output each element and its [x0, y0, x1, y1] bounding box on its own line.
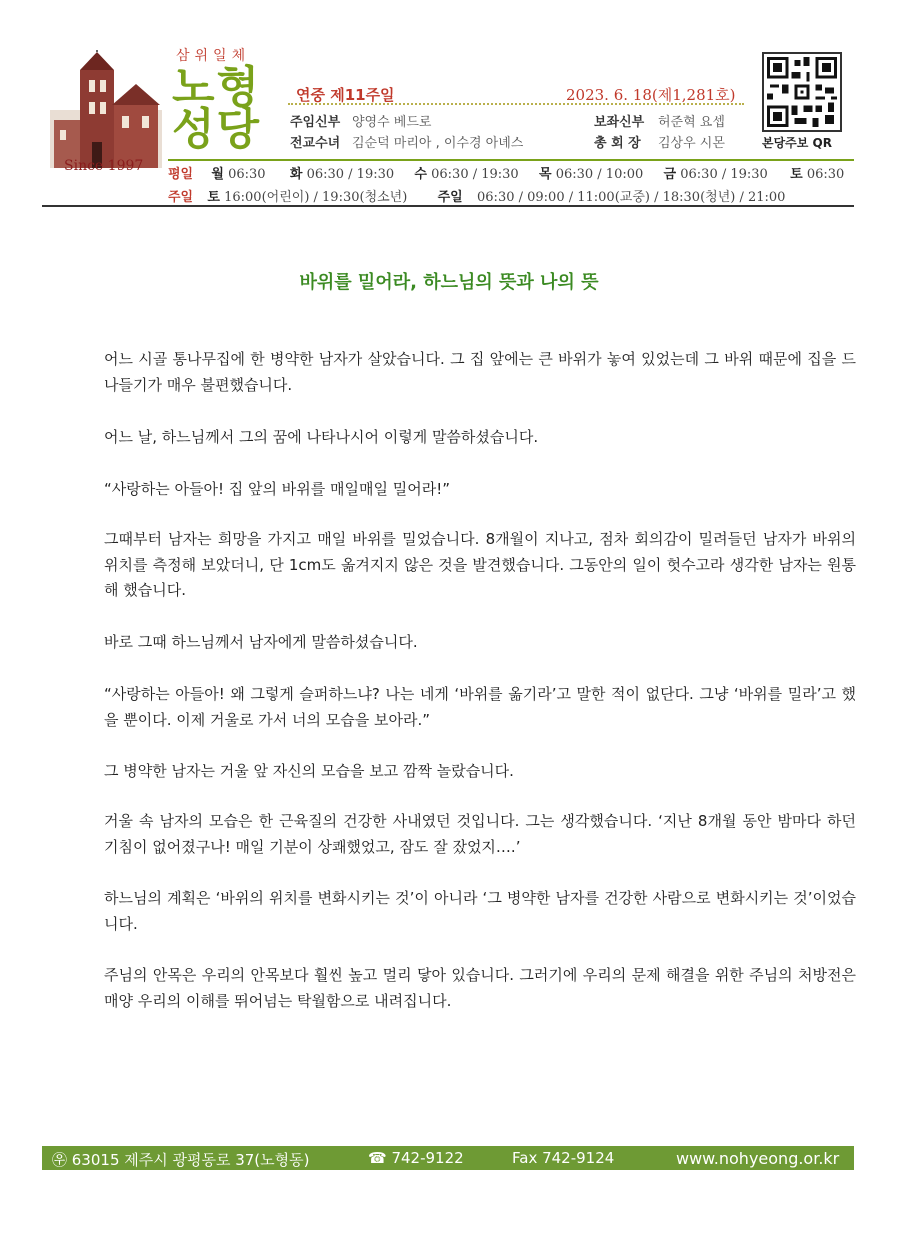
parish-name-line2: 성당	[172, 104, 262, 155]
pastor-value: 양영수 베드로	[352, 115, 432, 130]
sisters-label: 전교수녀	[290, 136, 341, 151]
footer-phone: ☎ 742-9122	[368, 1149, 464, 1167]
footer-fax: Fax 742-9124	[512, 1149, 615, 1167]
assistant-label: 보좌신부	[594, 115, 645, 130]
article-paragraph: 어느 날, 하느님께서 그의 꿈에 나타나시어 이렇게 말씀하셨습니다.	[104, 428, 539, 446]
pastor-label: 주임신부	[290, 115, 341, 130]
dotted-divider	[288, 103, 744, 105]
article-paragraph: 그 병약한 남자는 거울 앞 자신의 모습을 보고 깜짝 놀랐습니다.	[104, 762, 514, 780]
footer-website-link[interactable]: www.nohyeong.or.kr	[676, 1149, 840, 1168]
parish-name-line1: 노형	[172, 62, 262, 113]
sisters-value: 김순덕 마리아 , 이수경 아녜스	[352, 136, 524, 151]
schedule-divider	[168, 159, 854, 161]
footer-bar	[42, 1146, 854, 1170]
qr-code[interactable]	[762, 52, 842, 132]
weekday-label: 평일	[168, 167, 194, 182]
footer-address: ㉾ 63015 제주시 광평동로 37(노형동)	[52, 1151, 310, 1169]
header-bottom-rule	[42, 205, 854, 207]
article-paragraph: 그때부터 남자는 희망을 가지고 매일 바위를 밀었습니다. 8개월이 지나고, 점차 회의감이 밀려들던 남자가 바위의 위치를 측정해 보았더니, 단 1cm도 옮겨지지 않은 것을 발견했습니다. 그동안의 일이 헛수고라 생각한 남자는 원통해 했습니다.	[104, 530, 856, 599]
president-value: 김상우 시몬	[658, 136, 725, 151]
article-paragraph: “사랑하는 아들아! 왜 그렇게 슬퍼하느냐? 나는 네게 ‘바위를 옮기라’고 말한 적이 없단다. 그냥 ‘바위를 밀라’고 했을 뿐이다. 이제 거울로 가서 너의 모습을 보아라.”	[104, 685, 856, 729]
president-label: 총 회 장	[594, 136, 641, 151]
motto: 삼위일체	[176, 48, 251, 64]
since-year: Since 1997	[64, 158, 144, 174]
assistant-value: 허준혁 요셉	[658, 115, 725, 130]
article-paragraph: 거울 속 남자의 모습은 한 근육질의 건강한 사내였던 것입니다. 그는 생각했습니다. ‘지난 8개월 동안 밤마다 하던 기침이 없어졌구나! 매일 기분이 상쾌했었고, 잠도 잘 잤었지….’	[104, 812, 856, 856]
issue-date: 2023. 6. 18(제1,281호)	[566, 86, 736, 104]
sunday-label: 주일	[168, 190, 194, 205]
article-paragraph: 주님의 안목은 우리의 안목보다 훨씬 높고 멀리 닿아 있습니다. 그러기에 우리의 문제 해결을 위한 주님의 처방전은 매양 우리의 이해를 뛰어넘는 탁월함으로 내려집니다.	[104, 966, 856, 1010]
sunday-mass-schedule: 주일 토 16:00(어린이) / 19:30(청소년) 주일 06:30 / 09:00 / 11:00(교중) / 18:30(청년) / 21:00	[168, 190, 786, 205]
weekday-mass-schedule: 평일 월 06:30 화 06:30 / 19:30 수 06:30 / 19:30 목 06:30 / 10:00 금 06:30 / 19:30 토 06:30	[168, 167, 845, 182]
qr-caption: 본당주보 QR	[762, 136, 832, 150]
article-title: 바위를 밀어라, 하느님의 뜻과 나의 뜻	[299, 272, 599, 293]
liturgical-week: 연중 제11주일	[296, 86, 395, 104]
article-paragraph: 하느님의 계획은 ‘바위의 위치를 변화시키는 것’이 아니라 ‘그 병약한 남자를 건강한 사람으로 변화시키는 것’이었습니다.	[104, 889, 856, 933]
article-paragraph: 바로 그때 하느님께서 남자에게 말씀하셨습니다.	[104, 633, 418, 651]
article-paragraph: 어느 시골 통나무집에 한 병약한 남자가 살았습니다. 그 집 앞에는 큰 바위가 놓여 있었는데 그 바위 때문에 집을 드나들기가 매우 불편했습니다.	[104, 350, 856, 394]
church-building-illustration	[50, 50, 162, 168]
article-paragraph: “사랑하는 아들아! 집 앞의 바위를 매일매일 밀어라!”	[104, 480, 450, 498]
